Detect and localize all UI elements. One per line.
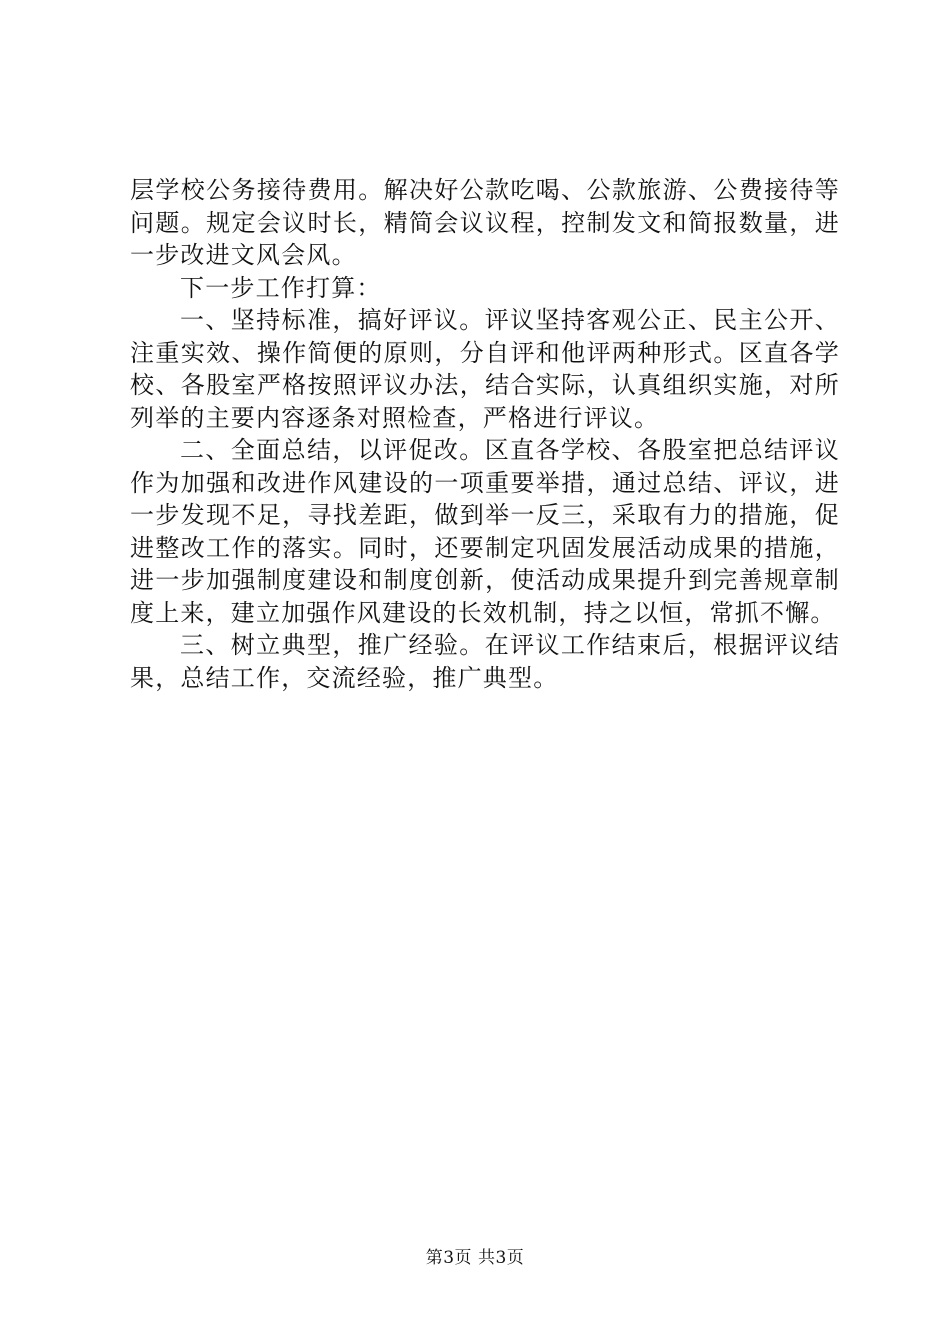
page-number-footer: 第3页 共3页: [425, 1248, 525, 1268]
paragraph-continuation: 层学校公务接待费用。解决好公款吃喝、公款旅游、公费接待等问题。规定会议时长，精简会议议程，控制发文和简报数量，进一步改进文风会风。: [130, 176, 840, 269]
document-body: [130, 174, 840, 694]
paragraph-item-one: 一、坚持标准，搞好评议。评议坚持客观公正、民主公开、注重实效、操作简便的原则，分自评和他评两种形式。区直各学校、各股室严格按照评议办法，结合实际，认真组织实施，对所列举的主要内容逐条对照检查，严格进行评议。: [130, 306, 840, 432]
paragraph-item-three: 三、树立典型，推广经验。在评议工作结束后，根据评议结果，总结工作，交流经验，推广典型。: [130, 631, 840, 692]
paragraph-item-two: 二、全面总结，以评促改。区直各学校、各股室把总结评议作为加强和改进作风建设的一项重要举措，通过总结、评议，进一步发现不足，寻找差距，做到举一反三，采取有力的措施，促进整改工作的落实。同时，还要制定巩固发展活动成果的措施，进一步加强制度建设和制度创新，使活动成果提升到完善规章制度上来，建立加强作风建设的长效机制，持之以恒，常抓不懈。: [130, 436, 840, 627]
paragraph-next-steps-heading: 下一步工作打算：: [180, 273, 382, 302]
